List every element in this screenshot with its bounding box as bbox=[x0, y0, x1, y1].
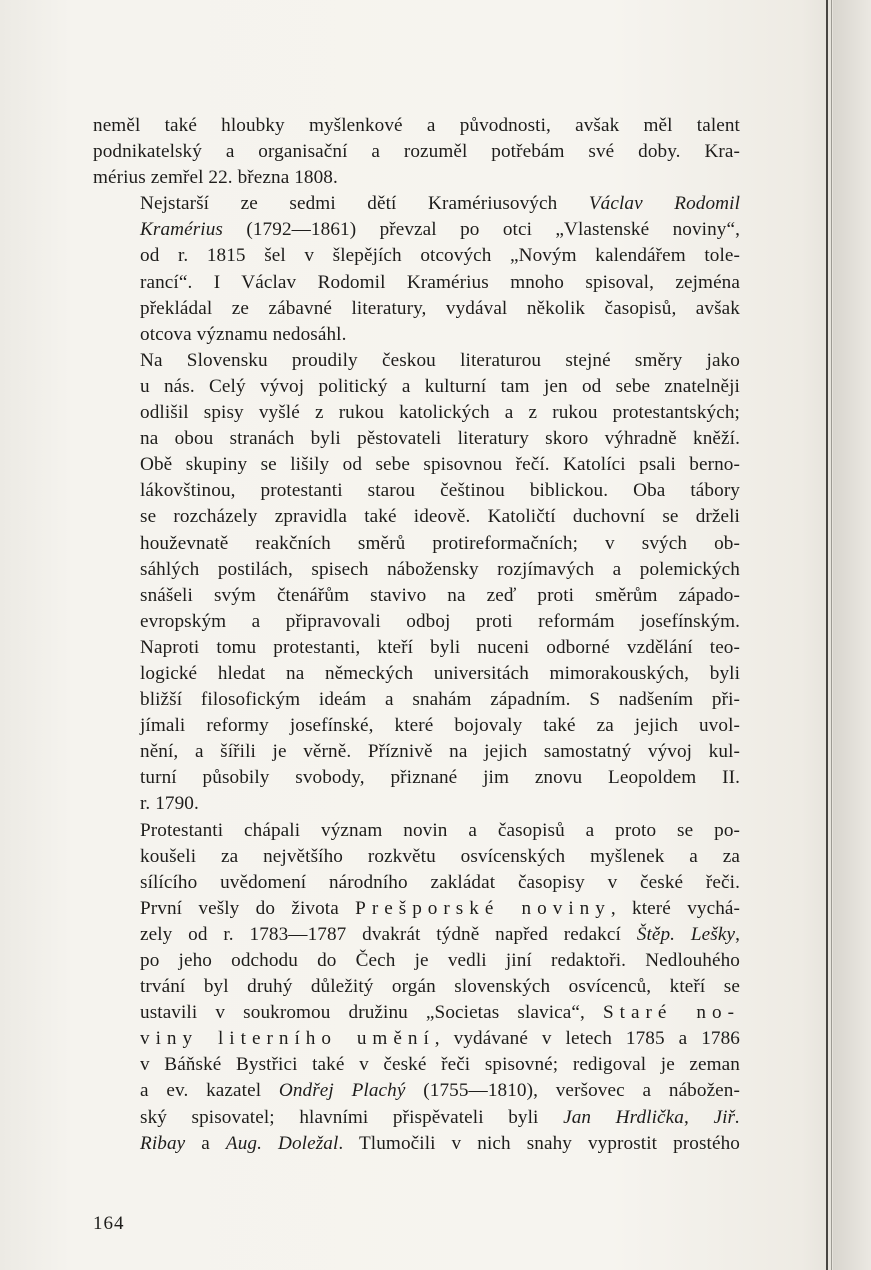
text-line: nění, a šířili je věrně. Příznivě na jejich samostatný vývoj kul- bbox=[140, 741, 740, 763]
text-line: koušeli za největšího rozkvětu osvícenských myšlenek a za bbox=[140, 845, 740, 867]
text-line: u nás. Celý vývoj politický a kulturní tam jen od sebe znatelněji bbox=[140, 375, 740, 397]
text-line: Kramérius (1792—1861) převzal po otci „Vlastenské noviny“, bbox=[140, 219, 740, 241]
text-line: v Báňské Bystřici také v české řeči spisovné; redigoval je zeman bbox=[140, 1054, 740, 1076]
text-line: Nejstarší ze sedmi dětí Kramériusových Václav Rodomil bbox=[140, 193, 740, 215]
text-line: Na Slovensku proudily českou literaturou stejné směry jako bbox=[140, 349, 740, 371]
text-line: snášeli svým čtenářům stavivo na zeď proti směrům západo- bbox=[140, 584, 740, 606]
paragraph-2 bbox=[93, 191, 740, 348]
text-line: evropským a připravovali odboj proti reformám josefínským. bbox=[140, 610, 740, 632]
text-line: bližší filosofickým ideám a snahám západním. S nadšením při- bbox=[140, 689, 740, 711]
text-line: od r. 1815 šel v šlepějích otcových „Novým kalendářem tole- bbox=[140, 245, 740, 267]
text-line: se rozcházely zpravidla také ideově. Katoličtí duchovní se drželi bbox=[140, 506, 740, 528]
text-line: otcova významu nedosáhl. bbox=[140, 323, 347, 345]
text-line: po jeho odchodu do Čech je vedli jiní redaktoři. Nedlouhého bbox=[140, 950, 740, 971]
text-line: turní působily svobody, přiznané jim znovu Leopoldem II. bbox=[140, 767, 740, 789]
text-line: na obou stranách byli pěstovateli literatury skoro výhradně kněží. bbox=[140, 428, 740, 450]
text-line: a ev. kazatel Ondřej Plachý (1755—1810), veršovec a nábožen- bbox=[140, 1080, 740, 1102]
text-line: rancí“. I Václav Rodomil Kramérius mnoho spisoval, zejména bbox=[140, 271, 740, 293]
book-gutter-line bbox=[826, 0, 828, 1270]
text-line: mérius zemřel 22. března 1808. bbox=[93, 167, 338, 189]
text-line: sílícího uvědomení národního zakládat časopisy v české řeči. bbox=[140, 871, 740, 893]
text-line: Protestanti chápali význam novin a časopisů a proto se po- bbox=[140, 819, 740, 841]
page-number: 164 bbox=[93, 1213, 125, 1234]
text-line: r. 1790. bbox=[140, 793, 199, 815]
text-line: ský spisovatel; hlavními přispěvateli byli Jan Hrdlička, Jiř. bbox=[140, 1106, 740, 1128]
paragraph-3 bbox=[93, 348, 740, 818]
text-line: jímali reformy josefínské, které bojovaly také za jejich uvol- bbox=[140, 715, 740, 737]
text-line: sáhlých postilách, spisech nábožensky rozjímavých a polemických bbox=[140, 558, 740, 580]
text-line: trvání byl druhý důležitý orgán slovenských osvícenců, kteří se bbox=[140, 976, 740, 998]
text-line: lákovštinou, protestanti starou češtinou biblickou. Oba tábory bbox=[140, 480, 740, 502]
page-text bbox=[93, 113, 740, 1157]
text-line: Naproti tomu protestanti, kteří byli nuceni odborné vzdělání teo- bbox=[140, 636, 740, 658]
paragraph-4 bbox=[93, 818, 740, 1157]
paragraph-1 bbox=[93, 113, 740, 191]
text-line: zely od r. 1783—1787 dvakrát týdně napřed redakcí Štěp. Lešky, bbox=[140, 923, 740, 945]
text-line: houževnatě reakčních směrů protireformačních; v svých ob- bbox=[140, 532, 740, 554]
text-line: Ribay a Aug. Doležal. Tlumočili v nich snahy vyprostit prostého bbox=[140, 1132, 740, 1154]
text-line: neměl také hloubky myšlenkové a původnosti, avšak měl talent bbox=[93, 115, 740, 136]
book-gutter-line-secondary bbox=[831, 0, 832, 1270]
text-line: podnikatelský a organisační a rozuměl potřebám své doby. Kra- bbox=[93, 141, 740, 163]
text-line: ustavili v soukromou družinu „Societas slavica“, Staré no- bbox=[140, 1002, 740, 1024]
text-line: viny literního umění, vydávané v letech 1785 a 1786 bbox=[140, 1028, 740, 1050]
book-gutter-shadow bbox=[833, 0, 871, 1270]
text-line: První vešly do života Prešporské noviny, které vychá- bbox=[140, 897, 741, 919]
text-line: logické hledat na německých universitách mimorakouských, byli bbox=[140, 662, 740, 684]
text-line: překládal ze zábavné literatury, vydával několik časopisů, avšak bbox=[140, 297, 740, 319]
text-line: odlišil spisy vyšlé z rukou katolických a z rukou protestantských; bbox=[140, 402, 740, 424]
text-line: Obě skupiny se lišily od sebe spisovnou řečí. Katolíci psali berno- bbox=[140, 454, 740, 476]
